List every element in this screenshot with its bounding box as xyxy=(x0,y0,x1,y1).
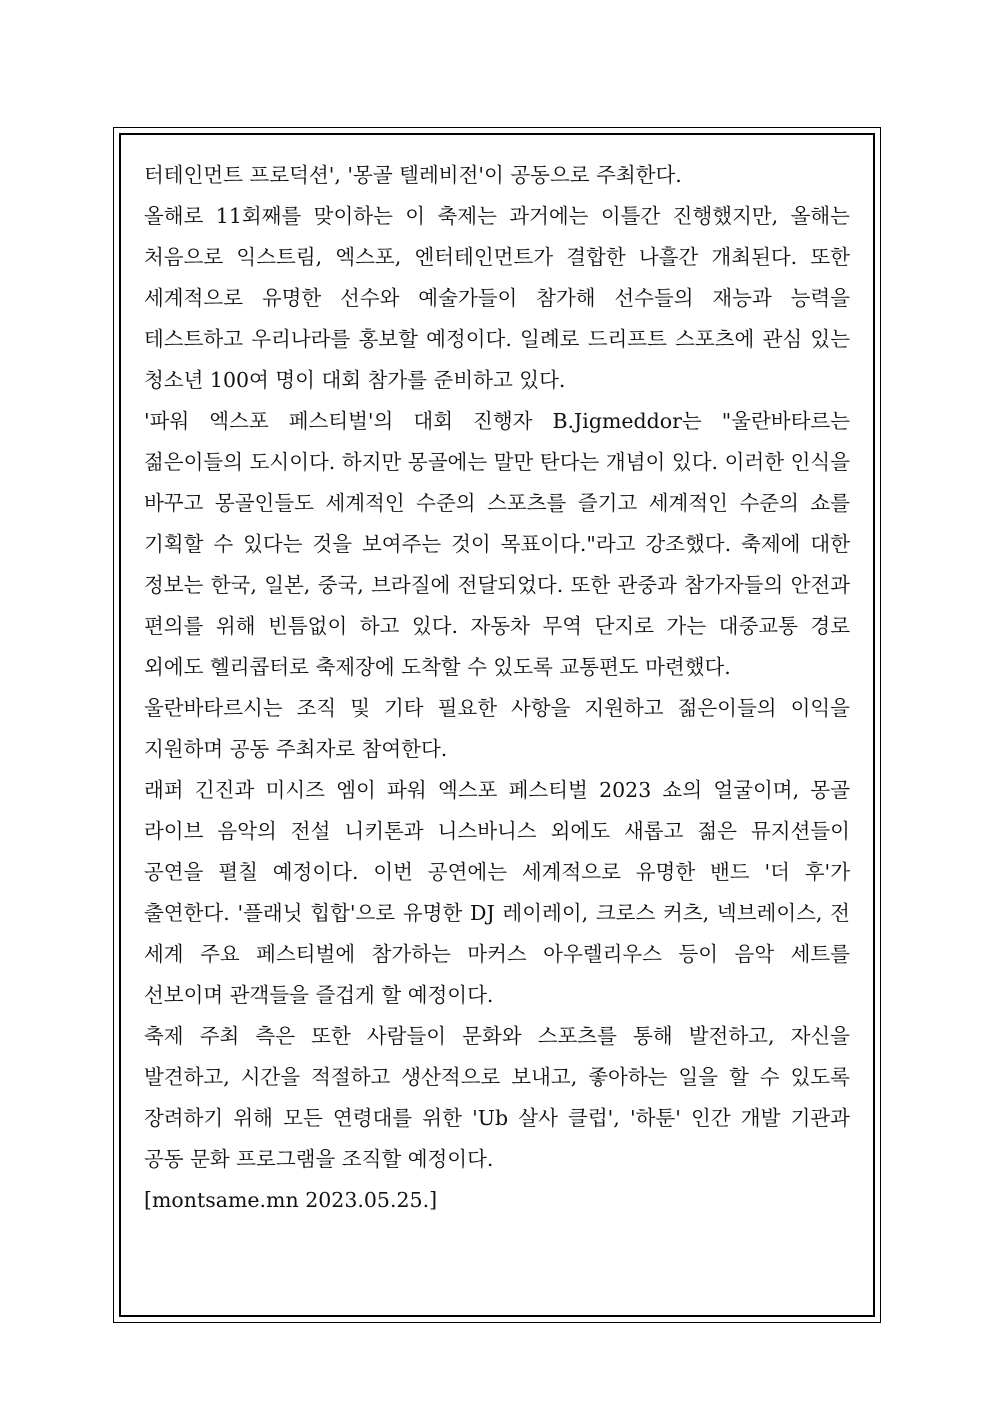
paragraph-performers: 래퍼 긴진과 미시즈 엠이 파워 엑스포 페스티벌 2023 쇼의 얼굴이며, 몽골 라이브 음악의 전설 니키톤과 니스바니스 외에도 새롭고 젊은 뮤지션들이 공연을 펼칠 예정이다. 이번 공연에는 세계적으로 유명한 밴드 '더 후'가 출연한다. '플래닛 힙합'으로 유명한 DJ 레이레이, 크로스 커츠, 넥브레이스, 전 세계 주요 페스티벌에 참가하는 마커스 아우렐리우스 등이 음악 세트를 선보이며 관객들을 즐겁게 할 예정이다. xyxy=(144,778,850,1007)
paragraph-organizer-quote: '파워 엑스포 페스티벌'의 대회 진행자 B.Jigmeddor는 "울란바타르는 젊은이들의 도시이다. 하지만 몽골에는 말만 탄다는 개념이 있다. 이러한 인식을 바꾸고 몽골인들도 세계적인 수준의 스포츠를 즐기고 세계적인 수준의 쇼를 기획할 수 있다는 것을 보여주는 것이 목표이다."라고 강조했다. 축제에 대한 정보는 한국, 일본, 중국, 브라질에 전달되었다. 또한 관중과 참가자들의 안전과 편의를 위해 빈틈없이 하고 있다. 자동차 무역 단지로 가는 대중교통 경로 외에도 헬리콥터로 축제장에 도착할 수 있도록 교통편도 마련했다. xyxy=(144,409,850,679)
paragraph-culture-programs: 축제 주최 측은 또한 사람들이 문화와 스포츠를 통해 발전하고, 자신을 발견하고, 시간을 적절하고 생산적으로 보내고, 좋아하는 일을 할 수 있도록 장려하기 위해 모든 연령대를 위한 'Ub 살사 클럽', '하툰' 인간 개발 기관과 공동 문화 프로그램을 조직할 예정이다. xyxy=(144,1024,850,1171)
paragraph-continuation: 터테인먼트 프로덕션', '몽골 텔레비전'이 공동으로 주최한다. xyxy=(144,163,682,187)
paragraph-city-support: 울란바타르시는 조직 및 기타 필요한 사항을 지원하고 젊은이들의 이익을 지원하며 공동 주최자로 참여한다. xyxy=(144,696,850,761)
paragraph-festival-overview: 올해로 11회째를 맞이하는 이 축제는 과거에는 이틀간 진행했지만, 올해는 처음으로 익스트림, 엑스포, 엔터테인먼트가 결합한 나흘간 개최된다. 또한 세계적으로 유명한 선수와 예술가들이 참가해 선수들의 재능과 능력을 테스트하고 우리나라를 홍보할 예정이다. 일례로 드리프트 스포츠에 관심 있는 청소년 100여 명이 대회 참가를 준비하고 있다. xyxy=(144,204,850,392)
source-citation: [montsame.mn 2023.05.25.] xyxy=(144,1188,438,1212)
article-body xyxy=(144,155,850,1221)
